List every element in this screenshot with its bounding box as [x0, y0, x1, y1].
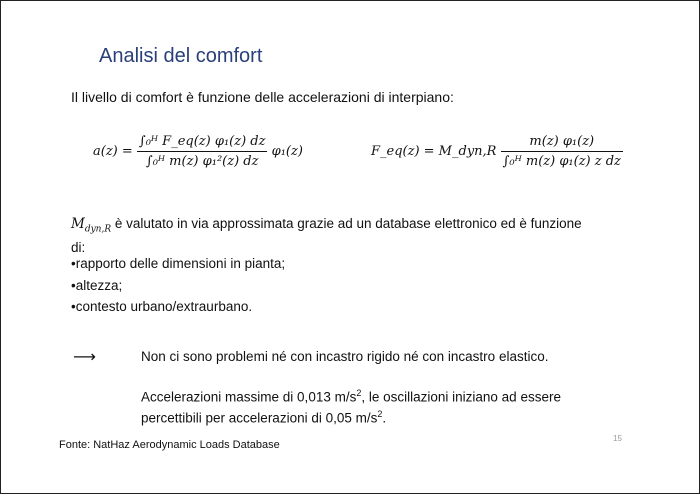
mdyn-symbol: M	[71, 216, 85, 232]
formula-acceleration	[93, 134, 303, 169]
formula-acceleration-lhs: a(z) =	[93, 144, 133, 159]
formula-feq-lhs: F_eq(z) = M_dyn,R	[371, 144, 497, 159]
intro-text: Il livello di comfort è funzione delle accelerazioni di interpiano:	[71, 89, 454, 105]
formula-feq-numerator: m(z) φ₁(z)	[501, 134, 623, 152]
note-accel-part1: Accelerazioni massime di 0,013 m/s	[141, 389, 357, 405]
formula-acceleration-denominator: ∫₀ᴴ m(z) φ₁²(z) dz	[145, 154, 259, 169]
mdyn-subscript: dyn,R	[84, 224, 112, 235]
formula-feq-fraction	[501, 134, 623, 169]
note-accel-sup2: 2	[377, 408, 383, 419]
bullet-item: •altezza;	[71, 278, 123, 293]
note-constraints: Non ci sono problemi né con incastro rigido né con incastro elastico.	[141, 349, 549, 364]
note-accel-sup1: 2	[356, 388, 362, 398]
bullet-item: •rapporto delle dimensioni in pianta;	[71, 256, 286, 271]
arrow-right-icon: ⟶	[73, 347, 96, 366]
note-accel-end: .	[382, 410, 387, 425]
note-accel-part2: , le oscillazioni iniziano ad essere percettibili per accelerazioni di 0,05 m/s	[141, 389, 561, 425]
source-citation: Fonte: NatHaz Aerodynamic Loads Database	[59, 439, 280, 451]
mdyn-text: è valutato in via approssimata grazie ad un database elettronico ed è funzione di:	[71, 216, 582, 255]
formula-acceleration-tail: φ₁(z)	[271, 144, 303, 159]
formula-acceleration-numerator: ∫₀ᴴ F_eq(z) φ₁(z) dz	[137, 134, 268, 152]
bullet-item: •contesto urbano/extraurbano.	[71, 299, 253, 314]
slide-title: Analisi del comfort	[99, 45, 263, 67]
page-number: 15	[613, 434, 622, 443]
formula-equivalent-force	[371, 134, 623, 169]
mdyn-description	[71, 215, 591, 257]
note-accelerations	[141, 385, 591, 426]
formula-feq-denominator: ∫₀ᴴ m(z) φ₁(z) z dz	[502, 154, 621, 169]
formula-acceleration-fraction	[137, 134, 268, 169]
